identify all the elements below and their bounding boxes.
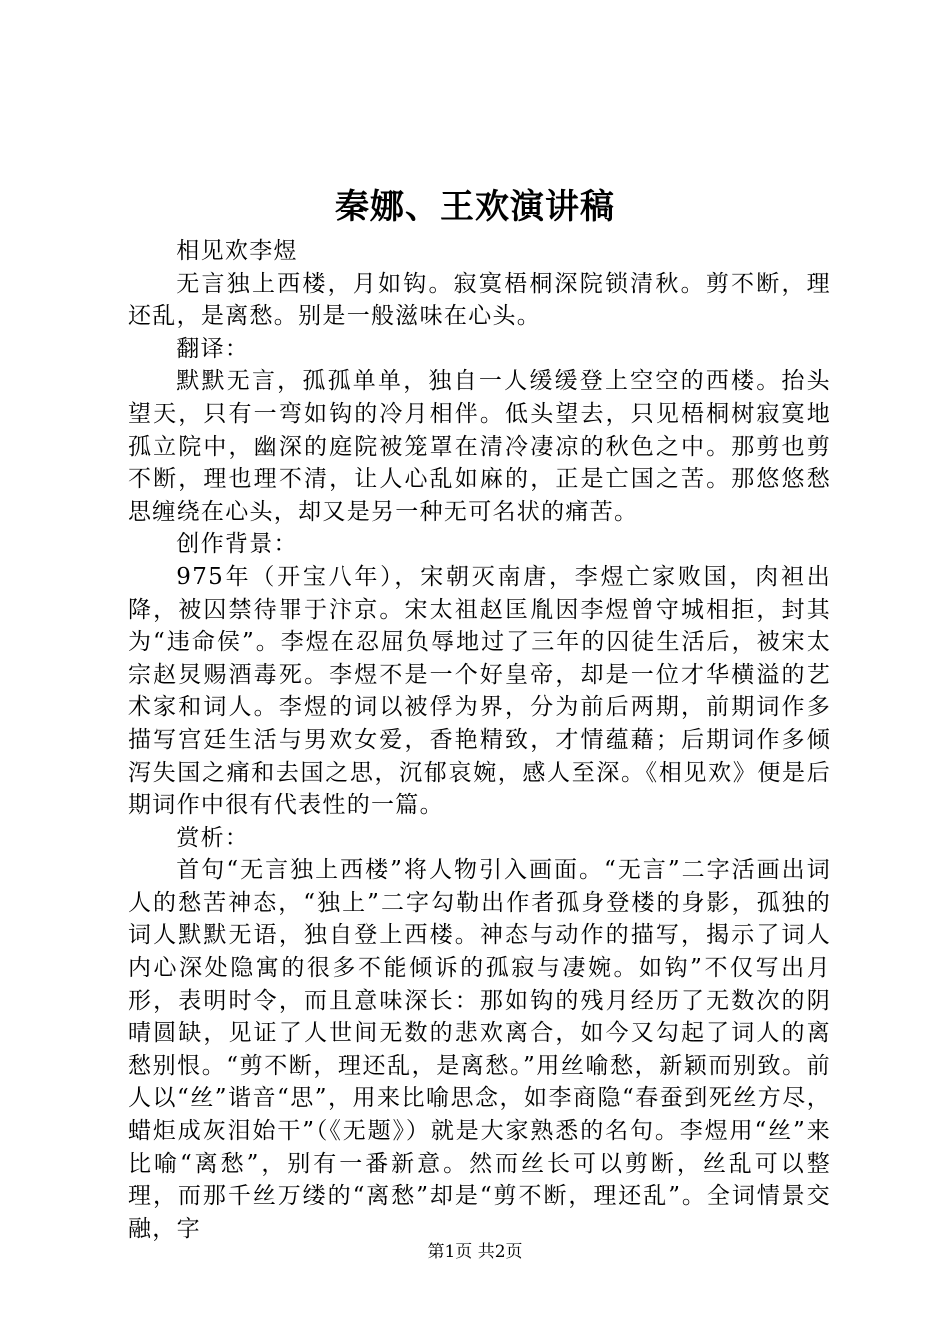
section-heading-background: 创作背景： bbox=[176, 531, 298, 558]
poem-text: 无言独上西楼，月如钩。寂寞梧桐深院锁清秋。剪不断，理还乱，是离愁。别是一般滋味在心头。 bbox=[128, 270, 831, 330]
translation-paragraph: 默默无言，孤孤单单，独自一人缓缓登上空空的西楼。抬头望天，只有一弯如钩的冷月相伴。低头望去，只见梧桐树寂寞地孤立院中，幽深的庭院被笼罩在清冷凄凉的秋色之中。那剪也剪不断，理也理不清，让人心乱如麻的，正是亡国之苦。那悠悠愁思缠绕在心头，却又是另一种无可名状的痛苦。 bbox=[128, 368, 831, 525]
section-heading-appreciation: 赏析： bbox=[176, 824, 250, 851]
section-heading-translation: 翻译： bbox=[176, 335, 250, 362]
background-paragraph: 975年（开宝八年），宋朝灭南唐，李煜亡家败国，肉袒出降，被囚禁待罪于汴京。宋太祖赵匡胤因李煜曾守城相拒，封其为“违命侯”。李煜在忍屈负辱地过了三年的囚徒生活后，被宋太宗赵炅赐酒毒死。李煜不是一个好皇帝，却是一位才华横溢的艺术家和词人。李煜的词以被俘为界，分为前后两期，前期词作多描写宫廷生活与男欢女爱，香艳精致，才情蕴藉；后期词作多倾泻失国之痛和去国之思，沉郁哀婉，感人至深。《相见欢》便是后期词作中很有代表性的一篇。 bbox=[128, 563, 831, 819]
appreciation-paragraph: 首句“无言独上西楼”将人物引入画面。“无言”二字活画出词人的愁苦神态，“独上”二字勾勒出作者孤身登楼的身影，孤独的词人默默无语，独自登上西楼。神态与动作的描写，揭示了词人内心深处隐寓的很多不能倾诉的孤寂与凄婉。如钩”不仅写出月形，表明时令，而且意味深长：那如钩的残月经历了无数次的阴晴圆缺，见证了人世间无数的悲欢离合，如今又勾起了词人的离愁别恨。“剪不断，理还乱，是离愁。”用丝喻愁，新颖而别致。前人以“丝”谐音“思”，用来比喻思念，如李商隐“春蚕到死丝方尽，蜡炬成灰泪始干”（《无题》）就是大家熟悉的名句。李煜用“丝”来比喻“离愁”，别有一番新意。然而丝长可以剪断，丝乱可以整理，而那千丝万缕的“离愁”却是“剪不断，理还乱”。全词情景交融，字 bbox=[128, 857, 831, 1242]
document-body bbox=[128, 235, 831, 1245]
poem-title: 相见欢李煜 bbox=[176, 238, 298, 264]
document-title: 秦娜、王欢演讲稿 bbox=[335, 187, 615, 227]
page-footer: 第1页 共2页 bbox=[427, 1242, 523, 1262]
